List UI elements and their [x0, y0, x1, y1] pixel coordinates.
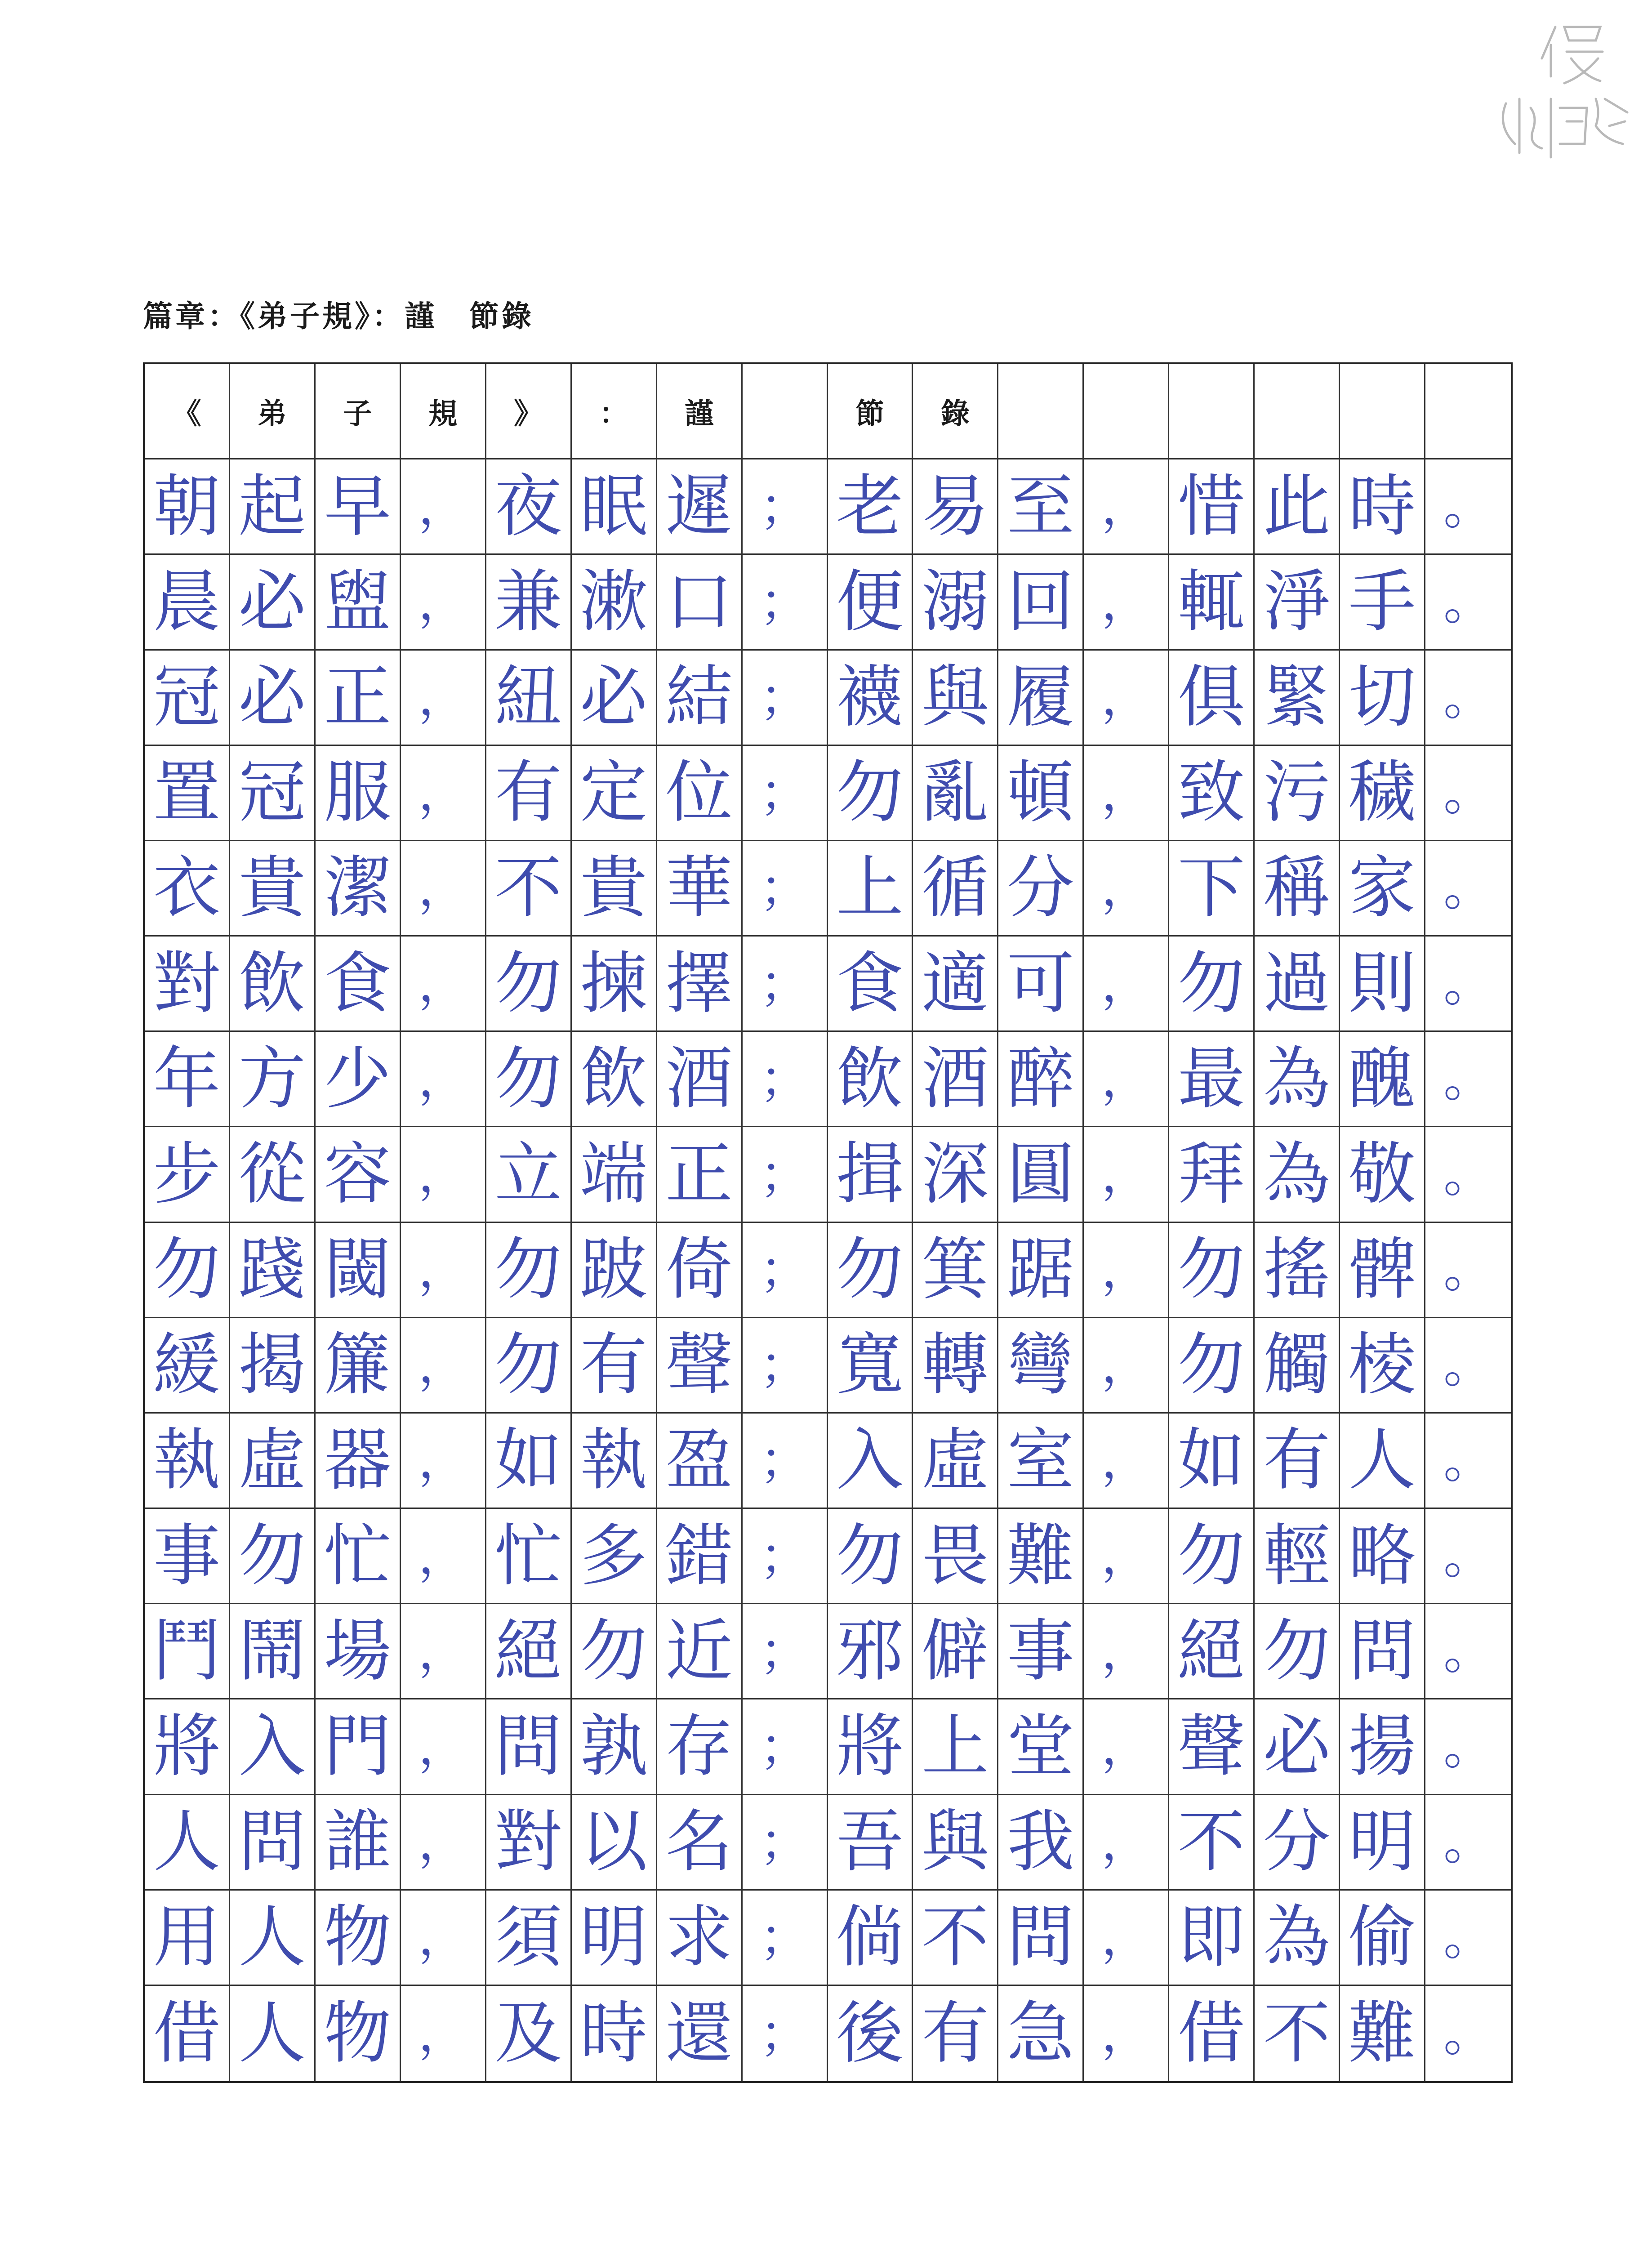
grid-cell: 揭 — [230, 1318, 316, 1414]
grid-cell: 早 — [316, 459, 401, 555]
grid-cell: ， — [1084, 555, 1169, 650]
grid-cell: 置 — [145, 746, 230, 841]
header-cell: 謹 — [657, 364, 743, 459]
grid-cell: 入 — [828, 1414, 913, 1509]
grid-cell: ； — [743, 1891, 828, 1986]
grid-cell: ， — [401, 1795, 486, 1891]
grid-cell: 過 — [1255, 937, 1340, 1032]
grid-cell: 深 — [913, 1127, 998, 1222]
grid-cell: 結 — [657, 651, 743, 746]
grid-cell: 勿 — [1169, 937, 1255, 1032]
grid-cell: 明 — [1340, 1795, 1425, 1891]
header-cell: 》 — [486, 364, 572, 459]
grid-cell: 亂 — [913, 746, 998, 841]
grid-cell: 立 — [486, 1127, 572, 1222]
grid-cell: 有 — [913, 1986, 998, 2081]
grid-cell: 分 — [1255, 1795, 1340, 1891]
grid-cell: 揚 — [1340, 1699, 1425, 1795]
grid-cell: ， — [401, 1414, 486, 1509]
grid-cell: 踞 — [998, 1223, 1084, 1318]
grid-cell: 緩 — [145, 1318, 230, 1414]
grid-cell: 。 — [1425, 459, 1511, 555]
grid-cell: 不 — [1169, 1795, 1255, 1891]
grid-cell: 容 — [316, 1127, 401, 1222]
grid-cell: 問 — [230, 1795, 316, 1891]
header-cell — [1425, 364, 1511, 459]
grid-cell: 鬥 — [145, 1604, 230, 1699]
grid-cell: 履 — [998, 651, 1084, 746]
grid-cell: 急 — [998, 1986, 1084, 2081]
grid-cell: 執 — [145, 1414, 230, 1509]
grid-cell: ， — [401, 746, 486, 841]
grid-cell: 偷 — [1340, 1891, 1425, 1986]
grid-cell: 室 — [998, 1414, 1084, 1509]
grid-cell: 問 — [1340, 1604, 1425, 1699]
grid-cell: ， — [1084, 651, 1169, 746]
grid-cell: 正 — [657, 1127, 743, 1222]
grid-cell: ， — [1084, 1795, 1169, 1891]
grid-cell: ， — [401, 459, 486, 555]
grid-cell: 即 — [1169, 1891, 1255, 1986]
grid-cell: 。 — [1425, 937, 1511, 1032]
grid-cell: ； — [743, 555, 828, 650]
grid-cell: 襪 — [828, 651, 913, 746]
grid-cell: 揖 — [828, 1127, 913, 1222]
grid-cell: 醜 — [1340, 1032, 1425, 1127]
grid-cell: 年 — [145, 1032, 230, 1127]
grid-cell: 與 — [913, 1795, 998, 1891]
grid-cell: 將 — [145, 1699, 230, 1795]
grid-cell: 酒 — [913, 1032, 998, 1127]
grid-cell: 至 — [998, 459, 1084, 555]
grid-cell: 事 — [998, 1604, 1084, 1699]
grid-cell: 還 — [657, 1986, 743, 2081]
grid-cell: 物 — [316, 1891, 401, 1986]
grid-cell: 畏 — [913, 1509, 998, 1604]
grid-cell: ， — [1084, 1604, 1169, 1699]
grid-cell: 飲 — [230, 937, 316, 1032]
grid-cell: 。 — [1425, 1032, 1511, 1127]
grid-cell: ， — [401, 1318, 486, 1414]
grid-cell: 僻 — [913, 1604, 998, 1699]
grid-cell: 勿 — [145, 1223, 230, 1318]
grid-cell: 冠 — [230, 746, 316, 841]
grid-cell: 端 — [572, 1127, 657, 1222]
grid-cell: ， — [1084, 1414, 1169, 1509]
grid-cell: 必 — [230, 651, 316, 746]
grid-cell: ， — [1084, 1223, 1169, 1318]
grid-cell: 。 — [1425, 1891, 1511, 1986]
grid-cell: 溺 — [913, 555, 998, 650]
grid-cell: 勿 — [486, 937, 572, 1032]
grid-cell: 飲 — [828, 1032, 913, 1127]
grid-cell: 明 — [572, 1891, 657, 1986]
grid-cell: 分 — [998, 841, 1084, 937]
grid-cell: 觸 — [1255, 1318, 1340, 1414]
grid-cell: 轉 — [913, 1318, 998, 1414]
grid-cell: ， — [401, 1986, 486, 2081]
grid-cell: 緊 — [1255, 651, 1340, 746]
grid-cell: ； — [743, 1223, 828, 1318]
grid-cell: 倚 — [657, 1223, 743, 1318]
header-cell — [998, 364, 1084, 459]
grid-cell: 勿 — [572, 1604, 657, 1699]
grid-cell: 不 — [486, 841, 572, 937]
grid-cell: 踐 — [230, 1223, 316, 1318]
grid-cell: 用 — [145, 1891, 230, 1986]
grid-cell: 彎 — [998, 1318, 1084, 1414]
grid-cell: 兼 — [486, 555, 572, 650]
grid-cell: 勿 — [828, 1509, 913, 1604]
grid-cell: 不 — [1255, 1986, 1340, 2081]
header-cell: 規 — [401, 364, 486, 459]
grid-cell: 俱 — [1169, 651, 1255, 746]
grid-cell: 有 — [1255, 1414, 1340, 1509]
grid-cell: 物 — [316, 1986, 401, 2081]
grid-cell: ， — [1084, 459, 1169, 555]
grid-cell: 人 — [230, 1986, 316, 2081]
grid-cell: 如 — [486, 1414, 572, 1509]
grid-cell: 將 — [828, 1699, 913, 1795]
grid-cell: 求 — [657, 1891, 743, 1986]
grid-cell: ， — [1084, 1509, 1169, 1604]
grid-cell: 人 — [230, 1891, 316, 1986]
grid-cell: 勿 — [828, 746, 913, 841]
grid-cell: ； — [743, 1032, 828, 1127]
grid-cell: 老 — [828, 459, 913, 555]
grid-cell: 近 — [657, 1604, 743, 1699]
grid-cell: 髀 — [1340, 1223, 1425, 1318]
grid-cell: 問 — [998, 1891, 1084, 1986]
grid-cell: 存 — [657, 1699, 743, 1795]
grid-cell: 圓 — [998, 1127, 1084, 1222]
grid-cell: 衣 — [145, 841, 230, 937]
grid-cell: 冠 — [145, 651, 230, 746]
grid-cell: 起 — [230, 459, 316, 555]
grid-cell: 惜 — [1169, 459, 1255, 555]
copybook-grid — [143, 362, 1513, 2083]
grid-cell: 易 — [913, 459, 998, 555]
grid-cell: ， — [1084, 746, 1169, 841]
grid-cell: 必 — [1255, 1699, 1340, 1795]
grid-cell: 晨 — [145, 555, 230, 650]
grid-cell: 飲 — [572, 1032, 657, 1127]
grid-cell: ； — [743, 1699, 828, 1795]
grid-cell: 家 — [1340, 841, 1425, 937]
grid-cell: ， — [401, 1891, 486, 1986]
grid-cell: 可 — [998, 937, 1084, 1032]
grid-cell: ， — [1084, 1986, 1169, 2081]
grid-cell: 。 — [1425, 1318, 1511, 1414]
grid-cell: 時 — [1340, 459, 1425, 555]
header-cell — [1084, 364, 1169, 459]
grid-cell: ， — [1084, 1032, 1169, 1127]
grid-cell: ； — [743, 937, 828, 1032]
grid-cell: 箕 — [913, 1223, 998, 1318]
grid-cell: ， — [401, 937, 486, 1032]
grid-cell: ； — [743, 1795, 828, 1891]
grid-cell: 潔 — [316, 841, 401, 937]
grid-cell: 少 — [316, 1032, 401, 1127]
grid-cell: ， — [1084, 1127, 1169, 1222]
grid-cell: 虛 — [913, 1414, 998, 1509]
grid-cell: 。 — [1425, 841, 1511, 937]
grid-cell: 有 — [572, 1318, 657, 1414]
grid-cell: 時 — [572, 1986, 657, 2081]
grid-cell: 邪 — [828, 1604, 913, 1699]
grid-cell: ； — [743, 459, 828, 555]
grid-cell: 切 — [1340, 651, 1425, 746]
grid-cell: 忙 — [486, 1509, 572, 1604]
grid-cell: 定 — [572, 746, 657, 841]
grid-cell: 位 — [657, 746, 743, 841]
grid-cell: 拜 — [1169, 1127, 1255, 1222]
grid-cell: ， — [1084, 1699, 1169, 1795]
grid-cell: 勿 — [1255, 1604, 1340, 1699]
grid-cell: 鬧 — [230, 1604, 316, 1699]
grid-cell: 不 — [913, 1891, 998, 1986]
grid-cell: 漱 — [572, 555, 657, 650]
grid-cell: 難 — [1340, 1986, 1425, 2081]
grid-cell: 。 — [1425, 555, 1511, 650]
grid-cell: ； — [743, 1509, 828, 1604]
grid-cell: 虛 — [230, 1414, 316, 1509]
grid-cell: 絕 — [486, 1604, 572, 1699]
grid-cell: 從 — [230, 1127, 316, 1222]
grid-cell: 勿 — [486, 1318, 572, 1414]
grid-cell: 正 — [316, 651, 401, 746]
grid-cell: 淨 — [1255, 555, 1340, 650]
grid-cell: 勿 — [1169, 1223, 1255, 1318]
grid-cell: 略 — [1340, 1509, 1425, 1604]
grid-cell: 便 — [828, 555, 913, 650]
grid-cell: ； — [743, 1127, 828, 1222]
grid-cell: 口 — [657, 555, 743, 650]
grid-cell: 問 — [486, 1699, 572, 1795]
grid-cell: 盈 — [657, 1414, 743, 1509]
grid-cell: 必 — [230, 555, 316, 650]
header-cell — [743, 364, 828, 459]
grid-cell: 閾 — [316, 1223, 401, 1318]
grid-cell: 最 — [1169, 1032, 1255, 1127]
grid-cell: 聲 — [657, 1318, 743, 1414]
header-cell: 錄 — [913, 364, 998, 459]
grid-cell: 。 — [1425, 1699, 1511, 1795]
grid-cell: 吾 — [828, 1795, 913, 1891]
grid-cell: 下 — [1169, 841, 1255, 937]
grid-cell: 。 — [1425, 651, 1511, 746]
grid-cell: 輒 — [1169, 555, 1255, 650]
grid-cell: 為 — [1255, 1032, 1340, 1127]
grid-cell: ； — [743, 1318, 828, 1414]
grid-cell: ； — [743, 746, 828, 841]
grid-cell: 對 — [486, 1795, 572, 1891]
grid-cell: 為 — [1255, 1127, 1340, 1222]
header-cell: ： — [572, 364, 657, 459]
grid-cell: 勿 — [486, 1032, 572, 1127]
grid-cell: 回 — [998, 555, 1084, 650]
grid-cell: 人 — [1340, 1414, 1425, 1509]
grid-cell: 。 — [1425, 1414, 1511, 1509]
grid-cell: 入 — [230, 1699, 316, 1795]
grid-cell: 忙 — [316, 1509, 401, 1604]
header-cell — [1169, 364, 1255, 459]
grid-cell: 跛 — [572, 1223, 657, 1318]
grid-cell: 須 — [486, 1891, 572, 1986]
grid-cell: ， — [401, 1127, 486, 1222]
grid-cell: ； — [743, 651, 828, 746]
grid-cell: 頓 — [998, 746, 1084, 841]
grid-cell: 誰 — [316, 1795, 401, 1891]
grid-cell: 必 — [572, 651, 657, 746]
grid-cell: 堂 — [998, 1699, 1084, 1795]
grid-cell: ， — [1084, 1318, 1169, 1414]
grid-cell: 勿 — [1169, 1509, 1255, 1604]
grid-cell: 孰 — [572, 1699, 657, 1795]
grid-cell: ， — [1084, 1891, 1169, 1986]
grid-cell: 錯 — [657, 1509, 743, 1604]
grid-cell: 名 — [657, 1795, 743, 1891]
grid-cell: 寬 — [828, 1318, 913, 1414]
grid-cell: 借 — [145, 1986, 230, 2081]
grid-cell: 貴 — [230, 841, 316, 937]
grid-cell: 倘 — [828, 1891, 913, 1986]
header-cell — [1255, 364, 1340, 459]
grid-cell: ， — [401, 1223, 486, 1318]
grid-cell: 勿 — [828, 1223, 913, 1318]
grid-cell: 擇 — [657, 937, 743, 1032]
grid-cell: 為 — [1255, 1891, 1340, 1986]
grid-cell: 聲 — [1169, 1699, 1255, 1795]
grid-cell: ， — [1084, 841, 1169, 937]
grid-cell: 致 — [1169, 746, 1255, 841]
grid-cell: 勿 — [230, 1509, 316, 1604]
grid-cell: 後 — [828, 1986, 913, 2081]
grid-cell: ， — [401, 1509, 486, 1604]
grid-cell: 勿 — [1169, 1318, 1255, 1414]
grid-cell: 借 — [1169, 1986, 1255, 2081]
header-cell: 《 — [145, 364, 230, 459]
grid-cell: 上 — [828, 841, 913, 937]
grid-cell: 。 — [1443, 2004, 1493, 2062]
grid-cell: 以 — [572, 1795, 657, 1891]
grid-cell: 。 — [1425, 1509, 1511, 1604]
header-cell — [1340, 364, 1425, 459]
grid-cell: 難 — [998, 1509, 1084, 1604]
grid-cell: 我 — [998, 1795, 1084, 1891]
grid-cell: 服 — [316, 746, 401, 841]
grid-cell: 絕 — [1169, 1604, 1255, 1699]
grid-cell: 揀 — [572, 937, 657, 1032]
grid-cell: 紐 — [486, 651, 572, 746]
grid-cell: ， — [401, 1604, 486, 1699]
grid-cell: 器 — [316, 1414, 401, 1509]
grid-cell: 對 — [145, 937, 230, 1032]
grid-cell: 棱 — [1340, 1318, 1425, 1414]
grid-cell: 輕 — [1255, 1509, 1340, 1604]
grid-cell: 執 — [572, 1414, 657, 1509]
header-cell: 節 — [828, 364, 913, 459]
handwritten-pencil-mark — [1488, 9, 1636, 180]
grid-cell: 適 — [913, 937, 998, 1032]
grid-cell: 朝 — [145, 459, 230, 555]
grid-cell: ， — [401, 651, 486, 746]
grid-cell: 食 — [316, 937, 401, 1032]
grid-cell: 循 — [913, 841, 998, 937]
grid-cell: 與 — [913, 651, 998, 746]
grid-cell: ， — [401, 1699, 486, 1795]
chapter-title: 篇章：《弟子規》：謹 節錄 — [143, 299, 534, 334]
grid-cell: 場 — [316, 1604, 401, 1699]
grid-cell: 遲 — [657, 459, 743, 555]
header-cell: 子 — [316, 364, 401, 459]
grid-cell: ， — [401, 555, 486, 650]
grid-cell: 及 — [486, 1986, 572, 2081]
grid-cell: 食 — [828, 937, 913, 1032]
grid-cell: 手 — [1340, 555, 1425, 650]
grid-cell: ； — [743, 1414, 828, 1509]
grid-cell: 勿 — [486, 1223, 572, 1318]
grid-cell: 污 — [1255, 746, 1340, 841]
grid-cell: 貴 — [572, 841, 657, 937]
grid-cell: 夜 — [486, 459, 572, 555]
grid-cell: 如 — [1169, 1414, 1255, 1509]
grid-cell: 盥 — [316, 555, 401, 650]
grid-cell: ， — [401, 1032, 486, 1127]
grid-cell: 人 — [145, 1795, 230, 1891]
grid-cell: ， — [401, 841, 486, 937]
grid-cell: 則 — [1340, 937, 1425, 1032]
header-cell: 弟 — [230, 364, 316, 459]
grid-cell: 方 — [230, 1032, 316, 1127]
grid-cell: ； — [743, 1986, 828, 2081]
grid-cell: 。 — [1425, 1223, 1511, 1318]
grid-cell: 穢 — [1340, 746, 1425, 841]
grid-cell: 多 — [572, 1509, 657, 1604]
grid-cell: 步 — [145, 1127, 230, 1222]
grid-cell: 眠 — [572, 459, 657, 555]
grid-cell: 醉 — [998, 1032, 1084, 1127]
grid-cell: 簾 — [316, 1318, 401, 1414]
grid-cell: 敬 — [1340, 1127, 1425, 1222]
grid-cell: 門 — [316, 1699, 401, 1795]
grid-cell: 稱 — [1255, 841, 1340, 937]
grid-cell: 此 — [1255, 459, 1340, 555]
grid-cell: ； — [743, 841, 828, 937]
grid-cell: 華 — [657, 841, 743, 937]
grid-cell: 有 — [486, 746, 572, 841]
grid-cell: ； — [743, 1604, 828, 1699]
grid-cell: 。 — [1425, 1127, 1511, 1222]
grid-cell: 。 — [1425, 1795, 1511, 1891]
grid-cell: 搖 — [1255, 1223, 1340, 1318]
grid-cell: 事 — [145, 1509, 230, 1604]
grid-cell: 酒 — [657, 1032, 743, 1127]
grid-cell: ， — [1084, 937, 1169, 1032]
grid-cell: 上 — [913, 1699, 998, 1795]
grid-cell: 。 — [1425, 1604, 1511, 1699]
grid-cell: 。 — [1425, 746, 1511, 841]
